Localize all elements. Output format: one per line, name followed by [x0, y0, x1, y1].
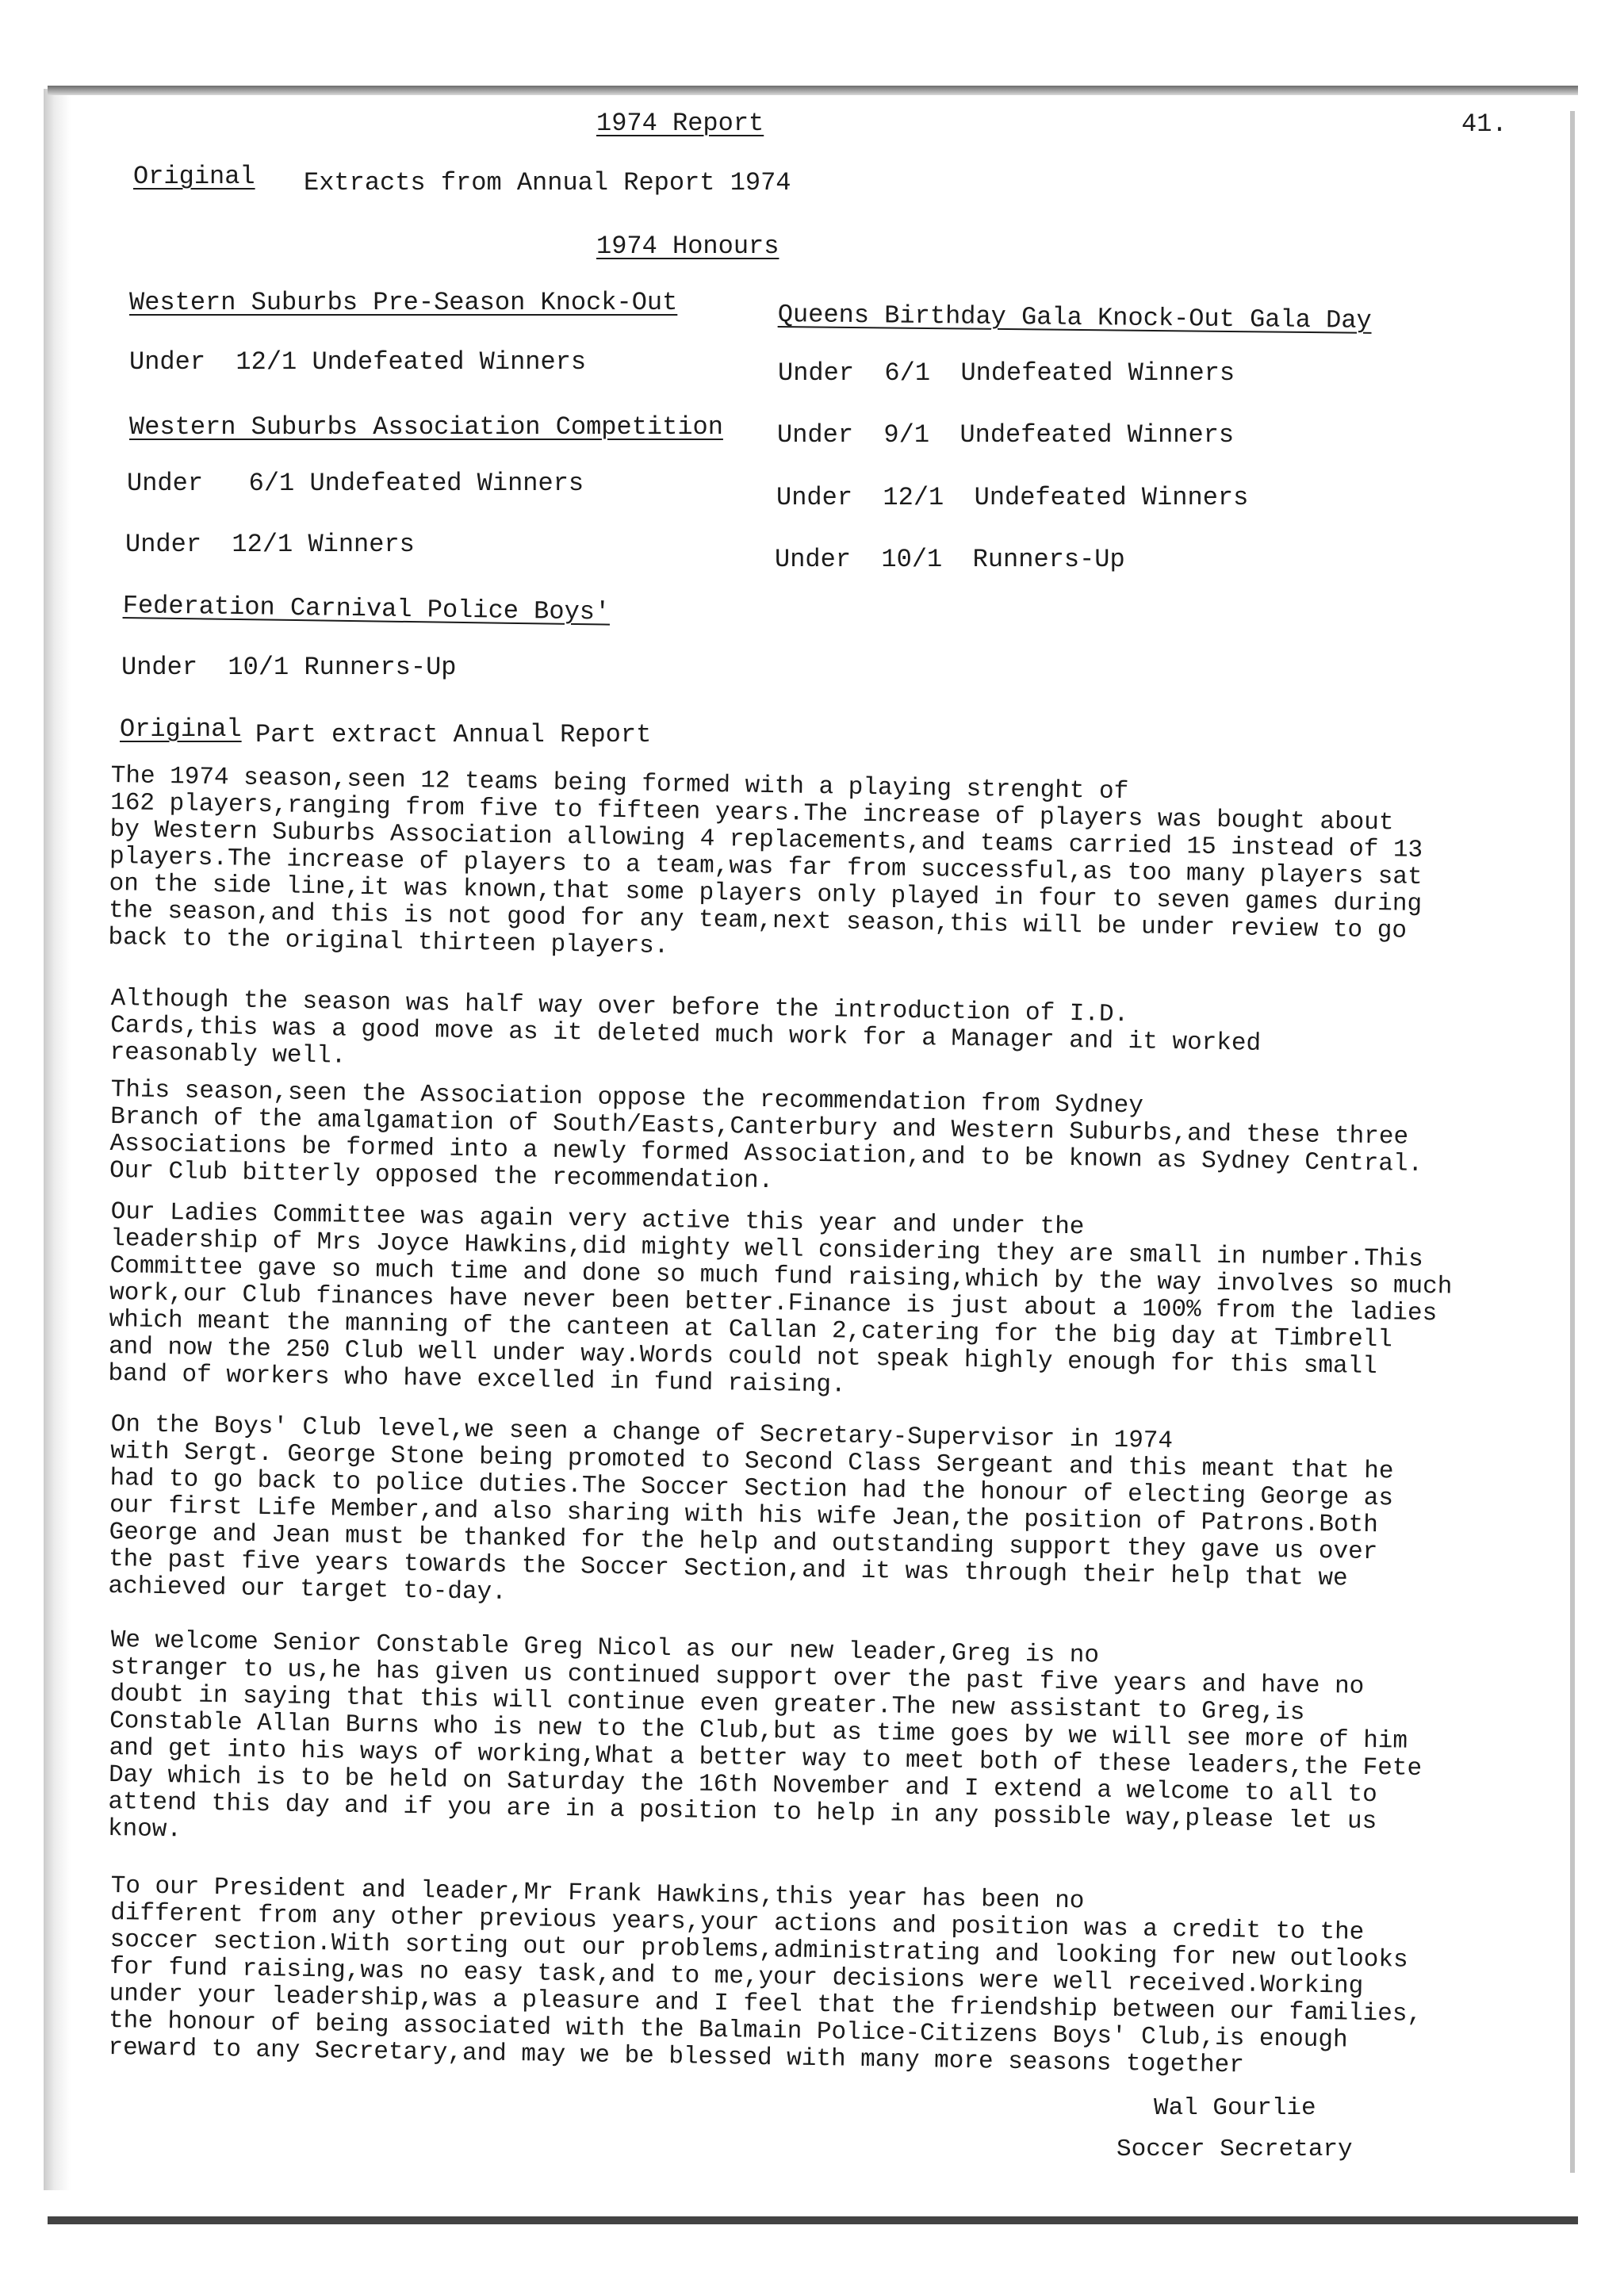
honour-row: Under 6/1 Undefeated Winners — [778, 358, 1235, 388]
honour-heading-federation: Federation Carnival Police Boys' — [122, 591, 611, 627]
honours-title: 1974 Honours — [596, 232, 779, 261]
scan-top-edge — [48, 86, 1578, 95]
honour-heading-queens-birthday: Queens Birthday Gala Knock-Out Gala Day — [777, 300, 1372, 335]
paragraph: To our President and leader,Mr Frank Hawkins,this year has been no different from any other previous years,your actions and position was a credit to the soccer section.With sorting out our problems,administrating and looking for new outlooks for fund raising,was no easy task,and to me,your decisions were well received.Working under your leadership,was a pleasure and I feel that the friendship between our families, the honour of being associated with the Balmain Police-Citizens Boys' Club,is enough reward to any Secretary,and may we be blessed with many more seasons together — [108, 1872, 1423, 2080]
honour-heading-preseason: Western Suburbs Pre-Season Knock-Out — [129, 288, 678, 317]
original-label-1: Original — [133, 162, 255, 191]
paragraph: Our Ladies Committee was again very active this year and under the leadership of Mrs Joyce Hawkins,did mighty well considering they are small in number.This Committee gave so much time and done so much fund raising,which by the way involves so much work,our Club finances have never been better.Finance is just about a 100% from the ladies which meant the manning of the canteen at Callan 2,catering for the big day at Timbrell and now the 250 Club well under way.Words could not speak highly enough for this small band of workers who have excelled in fund raising. — [108, 1198, 1453, 1400]
signature-name: Wal Gourlie — [1154, 2094, 1316, 2122]
honour-row: Under 9/1 Undefeated Winners — [777, 420, 1235, 450]
honour-row: Under 10/1 Runners-Up — [121, 653, 457, 682]
paragraph: We welcome Senior Constable Greg Nicol as our new leader,Greg is no stranger to us,he has given us continued support over the past five years and have no doubt in saying that this will continue even greater.The new assistant to Greg,is Constable Allan Burns who is new to the Club,but as time goes by we will see more of him and get into his ways of working,What a better way to meet both of these leaders,the Fete Day which is to be held on Saturday the 16th November and I extend a welcome to all to attend this day and if you are in a position to help in any possible way,please let us know. — [107, 1626, 1423, 1844]
honour-row: Under 12/1 Undefeated Winners — [776, 483, 1249, 512]
paragraph: On the Boys' Club level,we seen a change of Secretary-Supervisor in 1974 with Sergt. George Stone being promoted to Second Class Sergeant and this meant that he had to go back to police duties.The Soccer Section had the honour of electing George as our first Life Member,and also sharing with his wife Jean,the position of Patrons.Both George and Jean must be thanked for the help and outstanding support they gave us over the past five years towards the Soccer Section,and it was through their help that we achieved our target to-day. — [108, 1411, 1394, 1607]
paragraph: Although the season was half way over before the introduction of I.D. Cards,this was a good move as it deleted much work for a Manager and it worked reasonably well. — [109, 985, 1262, 1071]
scan-bottom-edge — [48, 2216, 1578, 2224]
honour-row: Under 10/1 Runners-Up — [775, 545, 1125, 574]
extracts-heading: Extracts from Annual Report 1974 — [304, 168, 791, 197]
signature-role: Soccer Secretary — [1116, 2136, 1353, 2163]
scan-left-edge — [44, 89, 71, 2190]
honour-row: Under 12/1 Undefeated Winners — [129, 347, 587, 377]
report-title: 1974 Report — [596, 109, 764, 138]
scan-right-edge — [1570, 111, 1575, 2173]
part-extract-heading: Part extract Annual Report — [255, 720, 652, 749]
paragraph: This season,seen the Association oppose the recommendation from Sydney Branch of the amalgamation of South/Easts,Canterbury and Western Suburbs,and these three Associations be formed into a newly formed Association,and to be known as Sydney Central. Our Club bitterly opposed the recommendation. — [109, 1076, 1423, 1196]
paragraph: The 1974 season,seen 12 teams being formed with a playing strenght of 162 players,ranging from five to fifteen years.The increase of players was bought about by Western Suburbs Association allowing 4 replacements,and teams carried 15 instead of 13 players.The increase of players to a team,was far from successful,as too many players sat on the side line,it was known,that some players only played in four to seven games during the season,and this is not good for any team,next season,this will be under review to go back to the original thirteen players. — [108, 762, 1423, 961]
honour-row: Under 12/1 Winners — [125, 530, 415, 559]
honour-row: Under 6/1 Undefeated Winners — [127, 469, 584, 498]
page-number: 41. — [1461, 109, 1507, 139]
honour-heading-association: Western Suburbs Association Competition — [129, 412, 723, 442]
original-label-2: Original — [120, 714, 242, 744]
